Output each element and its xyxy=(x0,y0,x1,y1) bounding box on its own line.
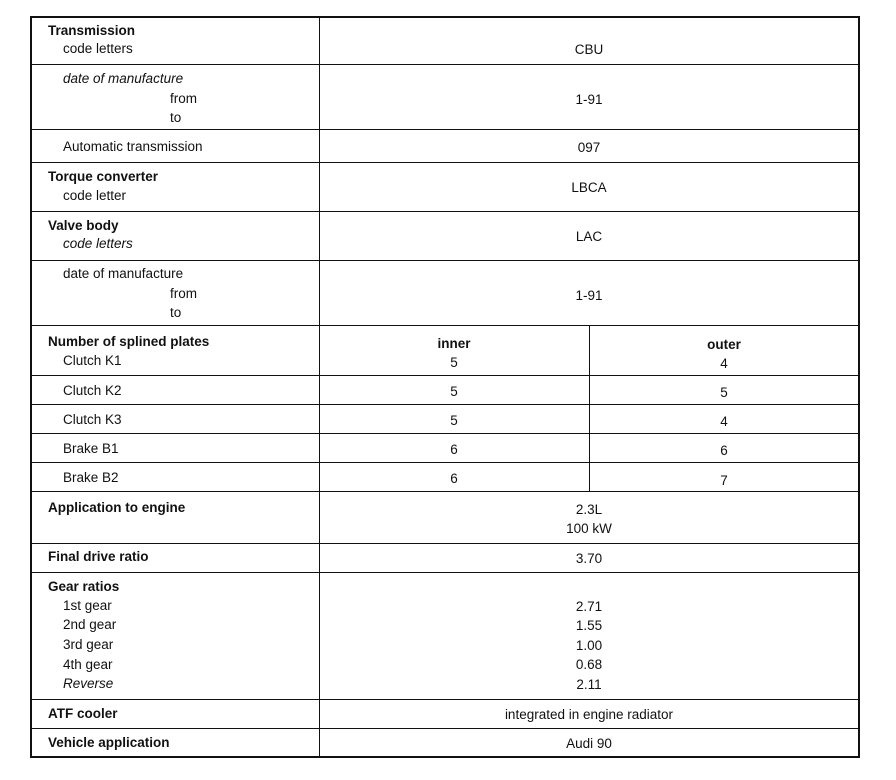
vehicle-application-value: Audi 90 xyxy=(566,736,612,751)
gear-1-value: 2.71 xyxy=(575,599,603,614)
valve-body-date-label: date of manufacture xyxy=(63,266,184,281)
date-of-manufacture-value: 1-91 xyxy=(575,92,603,107)
valve-body-from-label: from xyxy=(170,286,197,301)
clutch-k1-outer: 4 xyxy=(720,356,728,371)
row-divider xyxy=(30,260,860,261)
automatic-transmission-value: 097 xyxy=(577,140,601,155)
valve-body-code-label: code letters xyxy=(63,236,133,251)
torque-converter-heading: Torque converter xyxy=(48,169,159,184)
clutch-k2-inner: 5 xyxy=(450,384,458,399)
atf-cooler-heading: ATF cooler xyxy=(48,706,118,721)
gear-2-value: 1.55 xyxy=(575,618,603,633)
torque-converter-value: LBCA xyxy=(571,180,607,195)
valve-body-heading: Valve body xyxy=(48,218,119,233)
inner-header: inner xyxy=(437,336,471,351)
date-of-manufacture-label: date of manufacture xyxy=(63,71,184,86)
engine-heading: Application to engine xyxy=(48,500,186,515)
row-divider xyxy=(30,64,860,65)
row-divider xyxy=(30,699,860,700)
transmission-heading: Transmission xyxy=(48,23,136,38)
row-divider xyxy=(30,404,860,405)
valve-body-value: LAC xyxy=(575,229,603,244)
gear-2-label: 2nd gear xyxy=(63,617,117,632)
brake-b1-inner: 6 xyxy=(450,442,458,457)
inner-outer-divider xyxy=(589,325,590,491)
brake-b1-outer: 6 xyxy=(720,443,728,458)
final-drive-heading: Final drive ratio xyxy=(48,549,149,564)
row-divider xyxy=(30,543,860,544)
row-divider xyxy=(30,325,860,326)
row-divider xyxy=(30,211,860,212)
gear-ratios-heading: Gear ratios xyxy=(48,579,120,594)
engine-displacement: 2.3L xyxy=(575,502,603,517)
from-label: from xyxy=(170,91,197,106)
atf-cooler-value: integrated in engine radiator xyxy=(504,707,674,722)
code-letters-value: CBU xyxy=(574,42,604,57)
gear-3-value: 1.00 xyxy=(575,638,603,653)
automatic-transmission-label: Automatic transmission xyxy=(63,139,203,154)
torque-converter-code-label: code letter xyxy=(63,188,127,203)
splined-plates-heading: Number of splined plates xyxy=(48,334,210,349)
clutch-k2-outer: 5 xyxy=(720,385,728,400)
row-divider xyxy=(30,162,860,163)
column-divider xyxy=(319,16,320,758)
valve-body-date-value: 1-91 xyxy=(575,288,603,303)
brake-b2-outer: 7 xyxy=(720,473,728,488)
clutch-k1-label: Clutch K1 xyxy=(63,353,122,368)
gear-3-label: 3rd gear xyxy=(63,637,114,652)
clutch-k3-outer: 4 xyxy=(720,414,728,429)
to-label: to xyxy=(170,110,182,125)
vehicle-application-heading: Vehicle application xyxy=(48,735,170,750)
gear-4-label: 4th gear xyxy=(63,657,113,672)
clutch-k3-inner: 5 xyxy=(450,413,458,428)
row-divider xyxy=(30,433,860,434)
row-divider xyxy=(30,728,860,729)
brake-b2-label: Brake B2 xyxy=(63,470,119,485)
reverse-label: Reverse xyxy=(63,676,114,691)
row-divider xyxy=(30,491,860,492)
brake-b2-inner: 6 xyxy=(450,471,458,486)
final-drive-value: 3.70 xyxy=(575,551,603,566)
row-divider xyxy=(30,462,860,463)
valve-body-to-label: to xyxy=(170,305,182,320)
clutch-k1-inner: 5 xyxy=(450,355,458,370)
clutch-k2-label: Clutch K2 xyxy=(63,383,122,398)
gear-4-value: 0.68 xyxy=(575,657,603,672)
engine-power: 100 kW xyxy=(566,521,612,536)
row-divider xyxy=(30,129,860,130)
row-divider xyxy=(30,375,860,376)
outer-header: outer xyxy=(707,337,741,352)
clutch-k3-label: Clutch K3 xyxy=(63,412,122,427)
reverse-value: 2.11 xyxy=(576,677,602,692)
code-letters-label: code letters xyxy=(63,41,133,56)
table-border xyxy=(30,16,860,758)
gear-1-label: 1st gear xyxy=(63,598,112,613)
row-divider xyxy=(30,572,860,573)
brake-b1-label: Brake B1 xyxy=(63,441,119,456)
